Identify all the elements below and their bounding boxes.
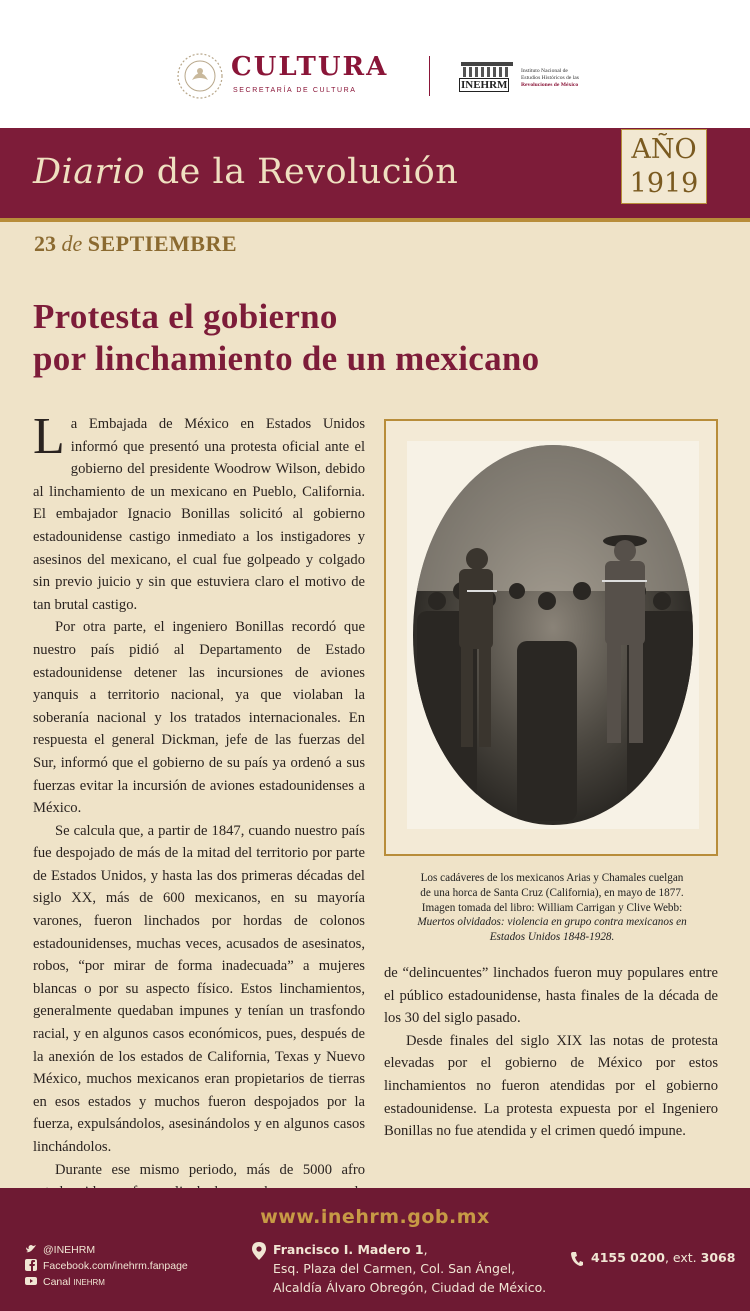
location-pin-icon xyxy=(252,1242,266,1260)
year-value: 1919 xyxy=(629,168,699,199)
website-link[interactable]: www.inehrm.gob.mx xyxy=(260,1206,490,1228)
article-left-column xyxy=(33,408,365,1226)
youtube-link[interactable] xyxy=(25,1275,105,1288)
address-street: Francisco I. Madero 1 xyxy=(273,1242,424,1257)
caption-book-title: Muertos olvidados: violencia en grupo contra mexicanos en xyxy=(417,916,687,929)
series-title-rest: de la Revolución xyxy=(145,152,459,192)
twitter-handle: @INEHRM xyxy=(43,1244,96,1256)
article-headline xyxy=(33,296,653,380)
address-line-3: Alcaldía Álvaro Obregón, Ciudad de México. xyxy=(273,1280,547,1295)
address-line-1 xyxy=(273,1240,563,1259)
facebook-link[interactable] xyxy=(25,1259,188,1272)
cultura-logo-text: CULTURA xyxy=(231,52,389,82)
photo-caption xyxy=(394,871,710,945)
date-day: 23 xyxy=(34,231,56,256)
phone-icon xyxy=(570,1251,584,1267)
phone-main: 4155 0200 xyxy=(591,1250,665,1265)
headline-line-2: por linchamiento de un mexicano xyxy=(33,339,540,378)
phone-number[interactable] xyxy=(591,1250,735,1265)
date-line xyxy=(34,231,237,257)
drop-cap: L xyxy=(33,408,65,465)
phone-ext: 3068 xyxy=(700,1250,736,1265)
article-paragraph-4: Durante ese mismo periodo, más de 5000 afro xyxy=(55,1161,365,1178)
paragraph-text: a Embajada de México en Estados Unidos informó que presentó una protesta oficial ante el gobierno del presidente Woodrow Wilson, debido al linchamiento de un mexicano en Pueblo, California. El embajador Ignacio Bonillas solicitó al gobierno estadounidense castigo inmediato a los instigadores y asesinos del mexicano, el cual fue golpeado y colgado sin previo juicio y sin que estuviera claro el motivo de tan brutal castigo. xyxy=(33,416,365,613)
date-month: SEPTIEMBRE xyxy=(87,231,238,256)
header-divider xyxy=(429,56,430,96)
facebook-icon xyxy=(25,1259,37,1271)
article-paragraph-1 xyxy=(33,408,365,616)
phone-ext-label: , ext. xyxy=(664,1250,697,1265)
twitter-link[interactable] xyxy=(25,1243,95,1256)
article-paragraph-2: Por otra parte, el ingeniero Bonillas recordó que nuestro país pidió al Departamento de Estado estadounidense detener las incursiones de aviones yanquis a territorio nacional, ya que violaban la soberanía nacional y los tratados internacionales. En respuesta el general Dickman, jefe de las fuerzas del Sur, informó que el gobierno de su país ya ordenó a sus fuerzas evitar la incursión de aviones estadounidenses a México. xyxy=(33,619,365,817)
youtube-channel: INEHRM xyxy=(73,1278,105,1287)
article-paragraph-3: Se calcula que, a partir de 1847, cuando nuestro país fue despojado de más de la mitad del territorio por parte de Estados Unidos, y hasta las dos primeras décadas del siglo XX, más de 600 mexicanos, en su mayoría varones, fueron linchados por hordas de colonos estadounidenses, muchas veces, acusados de asesinatos, robos, “por mirar de forma inadecuada” a mujeres blancas o por su aspecto físico. Estos linchamientos, generalmente quedaban impunes y tenían un trasfondo racial, y en algunos casos económicos, pues, después de la anexión de los estados de California, Texas y Nuevo México, muchos mexicanos eran propietarios de tierras en esos estados y muchos fueron despojados por la fuerza, expulsándolos, asesinándolos y en algunos casos linchándolos. xyxy=(33,822,365,1155)
inehrm-desc-line: Estudios Históricos de las xyxy=(521,75,579,81)
photo-mat xyxy=(407,441,699,829)
secretaria-subtitle: SECRETARÍA DE CULTURA xyxy=(233,87,357,94)
year-box xyxy=(621,129,707,204)
series-title xyxy=(33,152,458,192)
article-right-column xyxy=(384,962,718,1143)
photo-frame xyxy=(384,419,718,856)
article-paragraph-5: Desde finales del siglo XIX las notas de protesta elevadas por el gobierno de México por estos linchamientos no fueron atendidas por el gobierno estadounidense. La protesta expuesta por el Ingeniero Bonillas no fue atendida y el crimen quedó impune. xyxy=(384,1032,718,1140)
facebook-url: Facebook.com/inehrm.fanpage xyxy=(43,1260,188,1272)
twitter-icon xyxy=(25,1243,37,1255)
caption-line: de una horca de Santa Cruz (California), en mayo de 1877. xyxy=(420,886,684,899)
coat-of-arms-icon xyxy=(176,52,224,100)
date-de: de xyxy=(61,231,83,256)
year-label: AÑO xyxy=(631,134,697,165)
address-line-2: Esq. Plaza del Carmen, Col. San Ángel, xyxy=(273,1261,516,1276)
youtube-icon xyxy=(25,1275,37,1287)
inehrm-desc-line: Instituto Nacional de xyxy=(521,68,568,74)
inehrm-desc-line: Revoluciones de México xyxy=(521,82,579,88)
article-paragraph-4-continued: de “delincuentes” linchados fueron muy populares entre el público estadounidense, hasta finales de la década de los 30 del siglo pasado. xyxy=(384,965,718,1027)
headline-line-1: Protesta el gobierno xyxy=(33,297,338,336)
series-title-italic: Diario xyxy=(33,152,146,192)
youtube-prefix: Canal xyxy=(43,1276,71,1288)
address-block xyxy=(273,1240,563,1297)
address-comma: , xyxy=(423,1242,428,1257)
inehrm-logo-text: INEHRM xyxy=(461,79,508,91)
historical-photo xyxy=(407,441,699,829)
title-band-gold-rule xyxy=(0,218,750,222)
caption-line: Imagen tomada del libro: William Carrigan y Clive Webb: xyxy=(421,901,683,914)
caption-book-title: Estados Unidos 1848-1928. xyxy=(489,931,615,944)
caption-line: Los cadáveres de los mexicanos Arias y Chamales cuelgan xyxy=(420,872,684,884)
inehrm-description xyxy=(521,68,611,89)
